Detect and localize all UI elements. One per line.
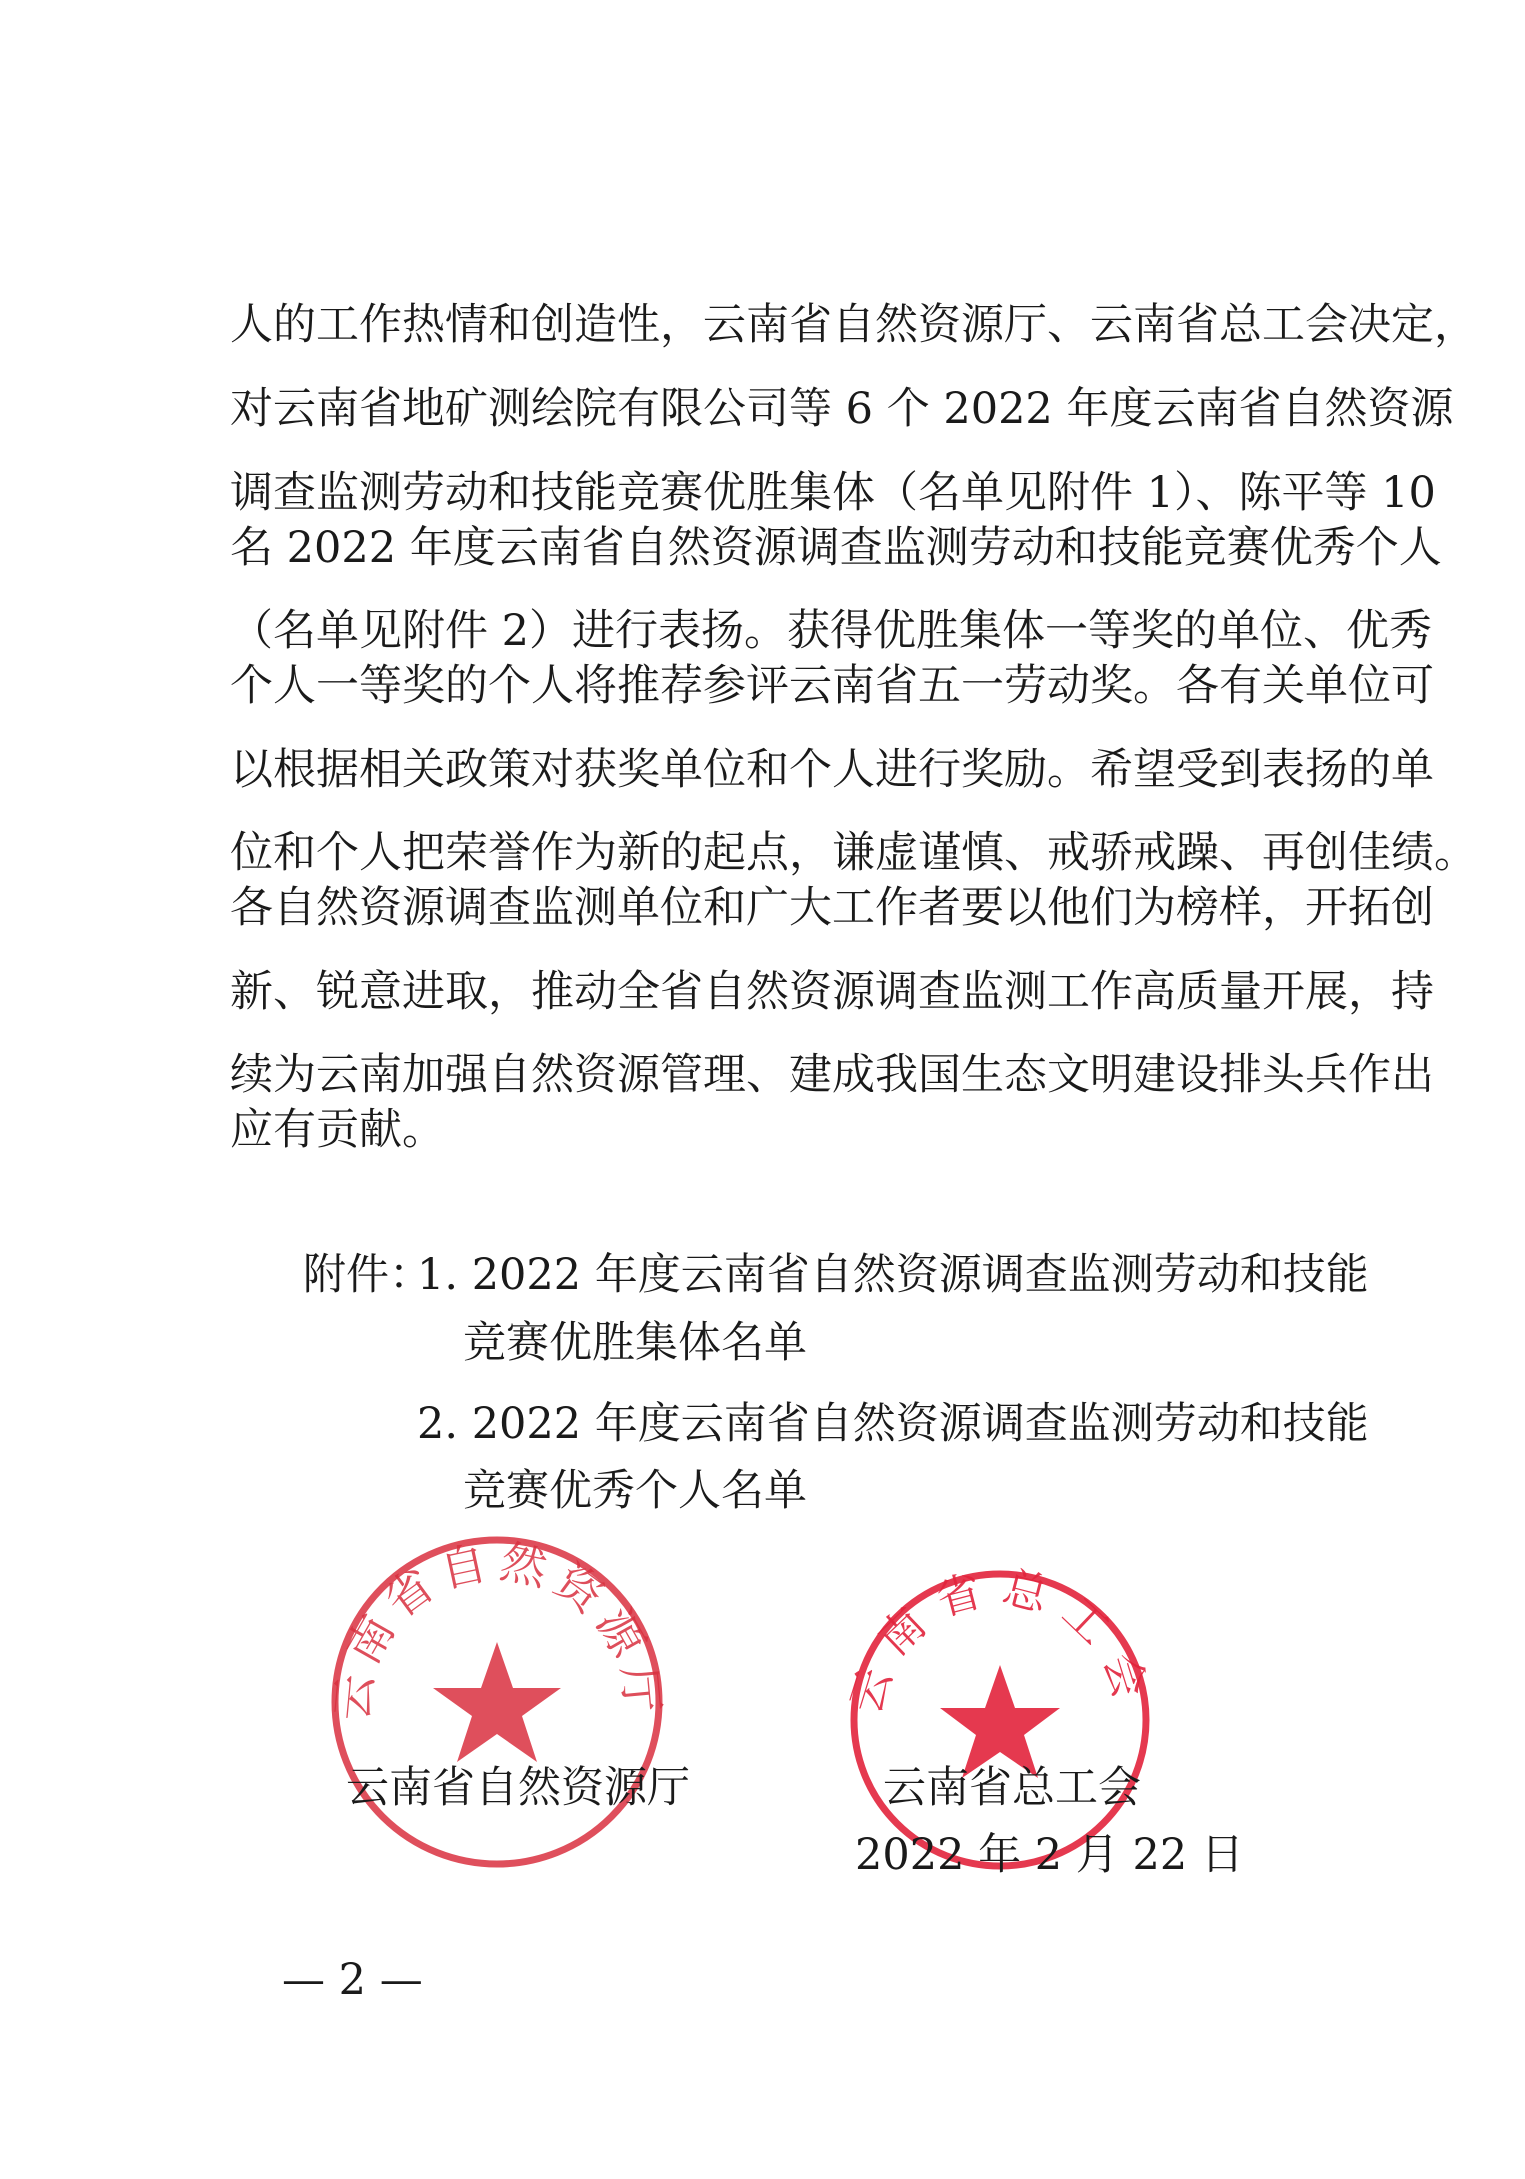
signer-right-org: 云南省总工会 <box>883 1763 1141 1813</box>
right-seal-text: 云南省总工会 <box>840 1561 1160 1720</box>
attachment-2-line-1: 2. 2022 年度云南省自然资源调查监测劳动和技能 <box>417 1399 1369 1449</box>
body-line-6: 个人一等奖的个人将推荐参评云南省五一劳动奖。各有关单位可 <box>230 661 1434 711</box>
attachments-label: 附件： <box>303 1250 432 1300</box>
left-seal-text: 云南省自然资源厅 <box>324 1533 671 1723</box>
body-line-11: 续为云南加强自然资源管理、建成我国生态文明建设排头兵作出 <box>230 1050 1434 1100</box>
attachment-1-line-1: 1. 2022 年度云南省自然资源调查监测劳动和技能 <box>417 1250 1369 1300</box>
body-line-4: 名 2022 年度云南省自然资源调查监测劳动和技能竞赛优秀个人 <box>230 523 1442 573</box>
body-line-3: 调查监测劳动和技能竞赛优胜集体（名单见附件 1）、陈平等 10 <box>230 468 1436 518</box>
body-line-10: 新、锐意进取，推动全省自然资源调查监测工作高质量开展，持 <box>230 967 1434 1017</box>
page-number: — 2 — <box>282 1955 423 2005</box>
body-line-1: 人的工作热情和创造性，云南省自然资源厅、云南省总工会决定， <box>230 300 1477 350</box>
body-line-8: 位和个人把荣誉作为新的起点，谦虚谨慎、戒骄戒躁、再创佳绩。 <box>230 828 1477 878</box>
body-line-2: 对云南省地矿测绘院有限公司等 6 个 2022 年度云南省自然资源 <box>230 384 1454 434</box>
attachment-1-line-2: 竞赛优胜集体名单 <box>463 1318 807 1368</box>
signer-left-org: 云南省自然资源厅 <box>346 1763 690 1813</box>
left-official-seal <box>325 1530 670 1875</box>
body-line-5: （名单见附件 2）进行表扬。获得优胜集体一等奖的单位、优秀 <box>230 606 1433 656</box>
body-line-12: 应有贡献。 <box>230 1105 445 1155</box>
body-line-9: 各自然资源调查监测单位和广大工作者要以他们为榜样，开拓创 <box>230 883 1434 933</box>
attachment-2-line-2: 竞赛优秀个人名单 <box>463 1466 807 1516</box>
issue-date: 2022 年 2 月 22 日 <box>855 1830 1244 1880</box>
body-line-7: 以根据相关政策对获奖单位和个人进行奖励。希望受到表扬的单 <box>230 745 1434 795</box>
